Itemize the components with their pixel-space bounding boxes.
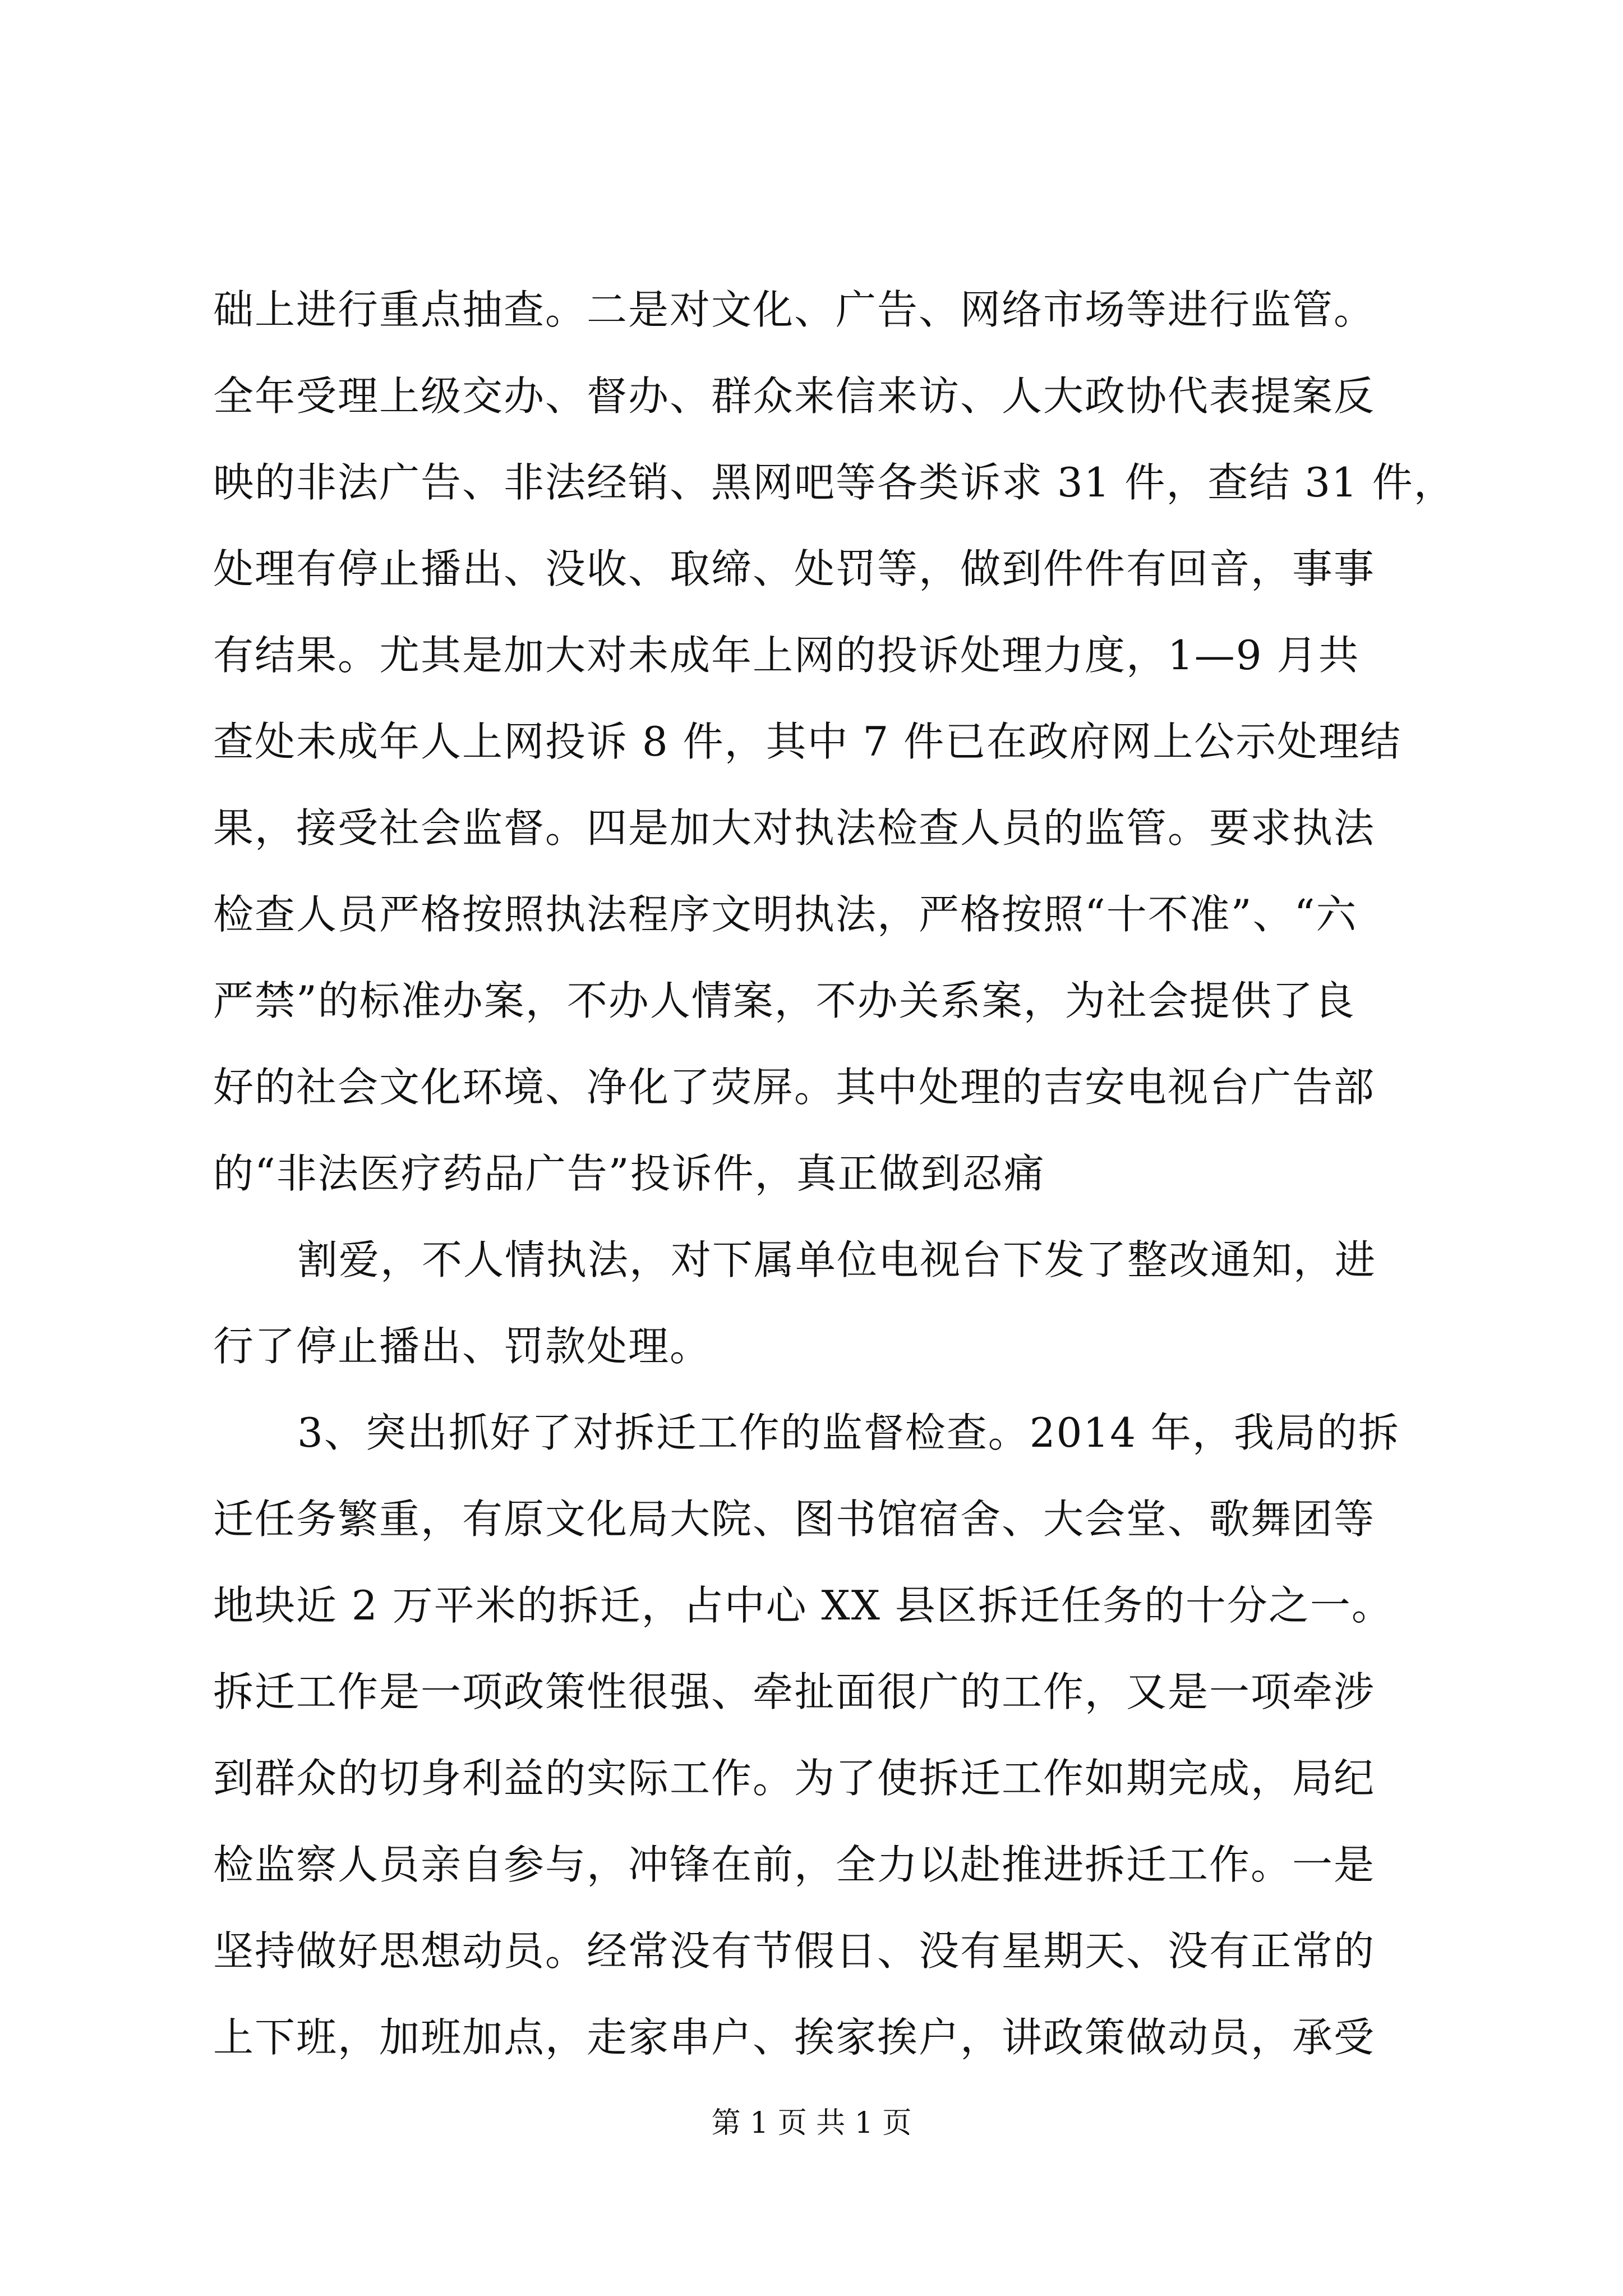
page-footer — [0, 2101, 1623, 2146]
text-line: 拆迁工作是一项政策性很强、牵扯面很广的工作，又是一项牵涉 — [213, 1668, 1376, 1715]
text-line: 地块近 2 万平米的拆迁，占中心 XX 县区拆迁任务的十分之一。 — [213, 1582, 1393, 1629]
text-line: 上下班，加班加点，走家串户、挨家挨户，讲政策做动员，承受 — [213, 2014, 1376, 2061]
text-line: 的“非法医疗药品广告”投诉件，真正做到忍痛 — [213, 1150, 1045, 1197]
text-line: 映的非法广告、非法经销、黑网吧等各类诉求 31 件，查结 31 件， — [213, 459, 1455, 506]
text-line: 好的社会文化环境、净化了荧屏。其中处理的吉安电视台广告部 — [213, 1064, 1376, 1111]
text-line: 全年受理上级交办、督办、群众来信来访、人大政协代表提案反 — [213, 372, 1376, 420]
text-line: 行了停止播出、罚款处理。 — [213, 1323, 712, 1370]
text-line: 坚持做好思想动员。经常没有节假日、没有星期天、没有正常的 — [213, 1927, 1376, 1975]
text-line: 检查人员严格按照执法程序文明执法，严格按照“十不准”、“六 — [213, 891, 1358, 938]
text-line: 到群众的切身利益的实际工作。为了使拆迁工作如期完成，局纪 — [213, 1755, 1376, 1802]
text-line: 检监察人员亲自参与，冲锋在前，全力以赴推进拆迁工作。一是 — [213, 1841, 1376, 1888]
page-number: 第 1 页 共 1 页 — [711, 2106, 912, 2140]
text-line: 查处未成年人上网投诉 8 件，其中 7 件已在政府网上公示处理结 — [213, 718, 1402, 765]
text-line: 有结果。尤其是加大对未成年上网的投诉处理力度，1—9 月共 — [213, 632, 1360, 679]
text-line: 处理有停止播出、没收、取缔、处罚等，做到件件有回音，事事 — [213, 545, 1376, 592]
text-line: 严禁”的标准办案，不办人情案，不办关系案，为社会提供了良 — [213, 977, 1355, 1024]
body-text — [213, 266, 1455, 2081]
text-line: 3、突出抓好了对拆迁工作的监督检查。2014 年，我局的拆 — [297, 1409, 1400, 1456]
text-line: 础上进行重点抽查。二是对文化、广告、网络市场等进行监管。 — [213, 286, 1376, 333]
text-line: 割爱，不人情执法，对下属单位电视台下发了整改通知，进 — [297, 1236, 1377, 1283]
text-line: 果，接受社会监督。四是加大对执法检查人员的监管。要求执法 — [213, 804, 1376, 852]
text-line: 迁任务繁重，有原文化局大院、图书馆宿舍、大会堂、歌舞团等 — [213, 1496, 1376, 1543]
